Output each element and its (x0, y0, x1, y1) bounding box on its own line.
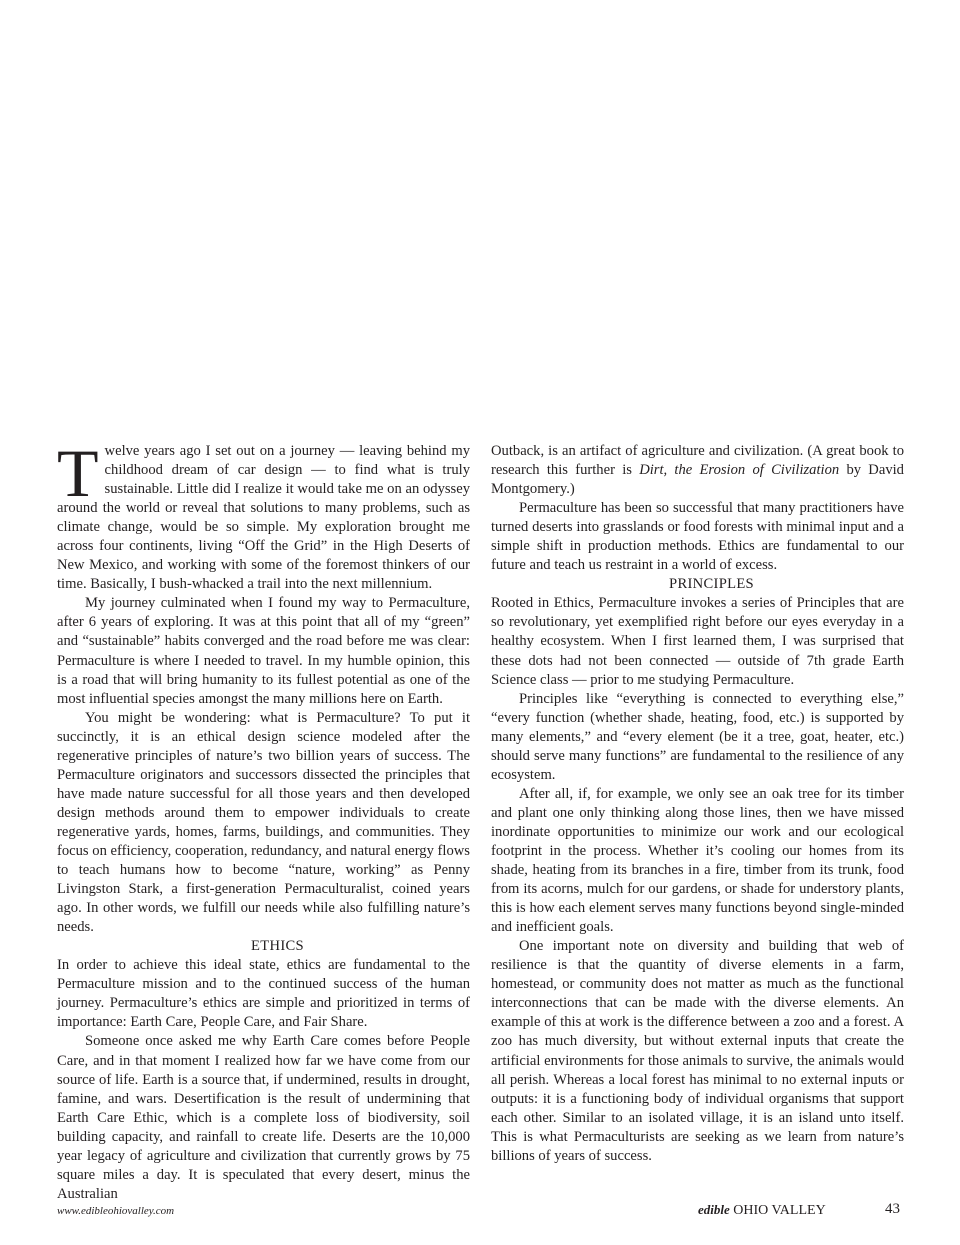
magazine-region-name: OHIO VALLEY (733, 1203, 826, 1218)
article-right-column (491, 442, 904, 1166)
paragraph: Principles like “everything is connected to everything else,” “every function (whether shade, heating, food, etc.) is supported by many elements,” and “every element (be it a tree, goat, heater, etc.) should serve many functions” are fundamental to the resilience of any ecosystem. (491, 690, 904, 783)
article-left-column (57, 435, 470, 1204)
paragraph: Someone once asked me why Earth Care comes before People Care, and in that moment I realized how far we have come from our source of life. Earth is a source that, if undermined, results in drought, famine, and wars. Desertification is the result of undermining that Earth Care Ethic, which is a complete loss of biodiversity, soil building capacity, and rainfall to create life. Deserts are the 10,000 year legacy of agriculture and civilization that currently grows by 75 square miles a day. It is speculated that every desert, minus the Australian (57, 1033, 470, 1202)
paragraph: Outback, is an artifact of agriculture and civilization. (A great book to research this further is Dirt, the Erosion of Civilization by David Montgomery.) (491, 443, 904, 498)
section-heading-ethics: ETHICS (251, 938, 304, 955)
paragraph: You might be wondering: what is Permaculture? To put it succinctly, it is an ethical design science modeled after the regenerative principles of nature’s two billion years of success. The Permaculture originators and successors dissected the principles that have made nature successful for all those years and then developed design methods around them to empower individuals to create regenerative yards, homes, farms, buildings, and communities. They focus on efficiency, cooperation, redundancy, and natural energy flows to teach humans how to become “nature, working” as Penny Livingston Stark, a first-generation Permaculturalist, coined years ago. In other words, we fulfill our needs while also fulfilling nature’s needs. (57, 709, 470, 936)
section-heading-principles: PRINCIPLES (669, 576, 754, 593)
footer-website-url: www.edibleohiovalley.com (57, 1205, 175, 1217)
footer-magazine-title (698, 1202, 826, 1219)
paragraph: One important note on diversity and building that web of resilience is that the quantity of diverse elements in a farm, homestead, or community does not matter as much as the functional interconnections that can be made with the diverse elements. An example of this at work is the difference between a zoo and a forest. A zoo has much diversity, but without external inputs that create the artificial environments for those animals to survive, the animals would all perish. Whereas a local forest has minimal to no external inputs or outputs: it is a functioning body of individual organisms that support each other. Similar to an isolated village, it is an island unto itself. This is what Permaculturists are seeking as we learn from nature’s billions of years of success. (491, 938, 904, 1164)
book-title: Dirt, the Erosion of Civilization (639, 462, 840, 479)
magazine-edible-wordmark: edible (698, 1202, 730, 1217)
paragraph: Rooted in Ethics, Permaculture invokes a series of Principles that are so revolutionary, yet exemplified right before our eyes everyday in a healthy ecosystem. When I first learned them, I was surprised that these dots had not been connected — outside of 7th grade Earth Science class — prior to me studying Permaculture. (491, 595, 904, 688)
paragraph: In order to achieve this ideal state, ethics are fundamental to the Permaculture mission and to the continued success of the human journey. Permaculture’s ethics are simple and prioritized in terms of importance: Earth Care, People Care, and Fair Share. (57, 957, 470, 1031)
paragraph: My journey culminated when I found my way to Permaculture, after 6 years of exploring. It was at this point that all of my “green” and “sustainable” habits converged and the road before me was clear: Permaculture is where I needed to travel. In my humble opinion, this is a road that will bring humanity to its fullest potential as one of the most influential species amongst the many millions here on Earth. (57, 595, 470, 707)
page-number: 43 (885, 1201, 900, 1217)
paragraph: Permaculture has been so successful that many practitioners have turned deserts into grasslands or food forests with minimal input and a simple shift in production methods. Ethics are fundamental to our future and teach us restraint in a world of excess. (491, 500, 904, 574)
paragraph-intro: Twelve years ago I set out on a journey — leaving behind my childhood dream of car design — to find what is truly sustainable. Little did I realize it would take me on an odyssey around the world or reveal that solutions to many problems, such as climate change, would be so simple. My exploration brought me across four continents, living “Off the Grid” in the High Deserts of New Mexico, and working with some of the foremost thinkers of our time. Basically, I bush-whacked a trail into the next millennium. (57, 435, 470, 593)
paragraph: After all, if, for example, we only see an oak tree for its timber and plant one only thinking along those lines, then we have missed inordinate opportunities to minimize our work and our ecological footprint in the process. Whether it’s cooling our homes from its shade, heating from its branches in a fire, timber from its trunk, food from its acorns, mulch for our gardens, or shade for understory plants, this is how each element serves many functions beyond single-minded and inefficient goals. (491, 785, 904, 936)
drop-cap: T (57, 435, 99, 511)
